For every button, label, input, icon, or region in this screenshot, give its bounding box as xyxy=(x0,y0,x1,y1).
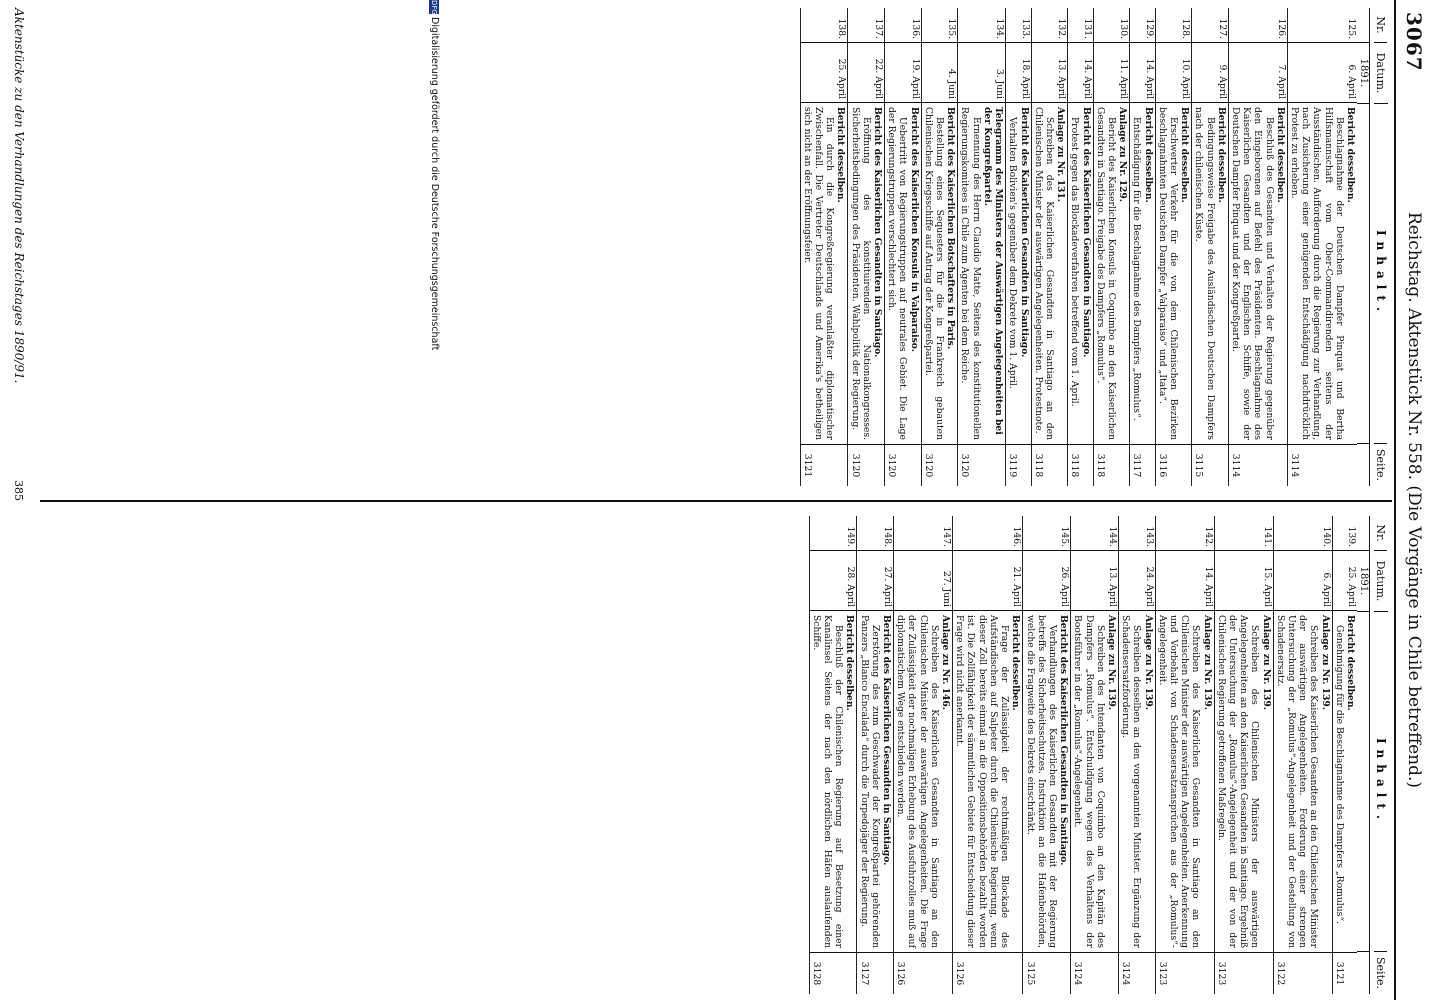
entry-nr: 126. xyxy=(1275,18,1287,39)
entry-body: Genehmigung für die Beschlagnahme des Dampfers „Romulus“. xyxy=(1333,625,1345,924)
entry-body: Verhandlungen des Kaiserlichen Gesandten mit der Regierung betreffs des Sicherheitsschutzes. Instruktion an die Hafenbehörden, welche die Fragweite des Dekrets einschränkt. xyxy=(1024,615,1058,948)
entry-body: Eröffnung des konstituirenden Nationalkongresses. Sicherheitsbedingungen des Präsidenten. Wahlpolitik der Regierung. xyxy=(849,107,872,440)
entry-date: 19. April xyxy=(885,42,921,102)
entry-content xyxy=(922,102,958,444)
entry-nr: 131. xyxy=(1081,18,1093,39)
entry-content xyxy=(848,102,884,444)
entry-content xyxy=(1156,610,1214,952)
entry-page: 3124 xyxy=(1119,952,1155,994)
table-row xyxy=(1273,516,1332,994)
entry-content xyxy=(1032,102,1068,444)
entry-nr: 130. xyxy=(1118,18,1130,39)
table-row xyxy=(809,516,857,994)
header-rule xyxy=(1394,0,1396,1000)
entry-nr: 125. xyxy=(1346,18,1357,39)
entry-page: 3120 xyxy=(848,444,884,486)
entry-nr: 134. xyxy=(994,18,1006,39)
entry-page: 3125 xyxy=(1023,952,1070,994)
entry-content xyxy=(1094,102,1130,444)
entry-title: Anlage zu Nr. 139. xyxy=(1142,615,1154,710)
table-row xyxy=(847,8,884,486)
entry-content xyxy=(1288,102,1357,444)
entry-date: 28. April xyxy=(810,550,857,610)
entry-title: Bericht desselben. xyxy=(1274,107,1286,203)
entry-content xyxy=(1130,102,1154,444)
entry-page: 3118 xyxy=(1068,444,1092,486)
entry-nr: 136. xyxy=(909,18,921,39)
table-row xyxy=(893,516,952,994)
table-row xyxy=(1228,8,1287,486)
entry-body: Bedingungsweise Freigabe des Ausländischen Deutschen Dampfers nach der chilenischen Küste. xyxy=(1193,107,1216,440)
entry-body: Schreiben desselben an den vorgenannten Minister. Ergänzung der Schadensersatzforderung. xyxy=(1120,615,1143,948)
table-row xyxy=(1118,516,1155,994)
header-content: Inhalt. xyxy=(1374,611,1388,951)
entry-date: 14. April xyxy=(1130,42,1154,102)
header-page: Seite. xyxy=(1375,951,1388,994)
entry-body: Ernennung des Herrn Claudio Matte, Seitens des konstitutionellen Regierungskomitees in Chile zum Agenten bei dem Reiche. xyxy=(959,107,982,440)
entry-content xyxy=(1119,610,1155,952)
footnote: Aktenstücke zu den Verhandlungen des Reichstages 1890/91. xyxy=(12,8,26,384)
table-row xyxy=(1332,516,1357,994)
table-row xyxy=(856,516,893,994)
entry-title: Anlage zu Nr. 139. xyxy=(1319,615,1331,710)
left-column xyxy=(40,8,1392,486)
entry-content xyxy=(894,610,952,952)
entry-date: 3. Juni xyxy=(958,42,1005,102)
entry-nr: 138. xyxy=(836,18,848,39)
entry-title: Bericht desselben. xyxy=(1215,107,1227,203)
entry-content xyxy=(1229,102,1287,444)
entry-content xyxy=(810,610,857,952)
entry-title: Bericht des Kaiserlichen Gesandten in Santiago. xyxy=(1018,107,1030,358)
entry-date: 27. Juni xyxy=(894,550,952,610)
entry-body: Uebertritt von Regierungstruppen auf neutrales Gebiet. Die Lage der Regierungstruppen verschlechtert sich. xyxy=(886,107,909,440)
entry-content xyxy=(1023,610,1070,952)
entry-nr: 144. xyxy=(1106,526,1118,547)
entry-date: 13. April xyxy=(1071,550,1118,610)
entry-title: Bericht desselben. xyxy=(1345,615,1356,711)
entry-date: 6. April xyxy=(1274,550,1332,610)
table-row xyxy=(1155,8,1192,486)
entry-nr: 147. xyxy=(941,526,953,547)
entry-title: Bericht des Kaiserlichen Konsuls in Valparaiso. xyxy=(908,107,920,352)
entry-page: 3123 xyxy=(1215,952,1273,994)
table-row xyxy=(1155,516,1214,994)
entry-body: Entschädigung für die Beschlagnahme des Dampfers „Romulus“. xyxy=(1131,117,1143,421)
entry-body: Beschluß des Gesandten und Verhalten der Regierung gegenüber den Eingeborenen auf Befehl des Präsidenten. Beschlagnahme des Kaiserlichen Gesandten und der Englischen Schiffe, sowie der Deutschen Dampfer Pinquat und der Kongreßpartei. xyxy=(1229,107,1275,440)
entry-nr: 128. xyxy=(1180,18,1192,39)
entry-nr: 135. xyxy=(946,18,958,39)
entry-nr: 127. xyxy=(1216,18,1228,39)
entry-nr: 137. xyxy=(873,18,885,39)
entry-page: 3120 xyxy=(958,444,1005,486)
entry-body: Schreiben des Chilenischen Ministers der auswärtigen Angelegenheiten an den Kaiserlichen Gesandten in Santiago. Ergebniß der Untersuchung der „Romulus“-Angelegenheit und der von der Chilenischen Regierung getroffenen Maßregeln. xyxy=(1215,615,1261,948)
entry-title: Anlage zu Nr. 139. xyxy=(1201,615,1213,710)
entry-date: 25. April xyxy=(801,42,848,102)
entry-body: Schreiben des Kaiserlichen Gesandten an den Chilenischen Minister der auswärtigen Angelegenheiten. Forderung einer strengen Untersuchung der „Romulus“-Angelegenheit und der Gestellung von Schadenersatz. xyxy=(1274,615,1320,948)
entry-body: Frage der Zulässigkeit der rechtmäßigen Blockade des Aufständischen auf Salpeter durch die Chilenische Regierung, wenn dieser Zoll bereits einmal an die Oppositionsbehörden bezahlt worden ist. Die Zollfähigkeit der sämmtlichen Gebiete für Entscheidung dieser Frage wird nicht anerkannt. xyxy=(954,615,1011,948)
entry-date: 4. Juni xyxy=(922,42,958,102)
entry-page: 3120 xyxy=(922,444,958,486)
entry-body: Beschlagnahme der Deutschen Dampfer Pinquat und Bertha Hilfsmannschaft vom Ober-Commandirenden seitens der Ausständischen. Aufforderung durch die Regierung zur Verhandlung, nach Zusicherung einer genügenden Entschädigung nachdrücklich Protest zu erheben. xyxy=(1288,107,1345,440)
entry-list xyxy=(809,516,1357,994)
header-nr: Nr. xyxy=(1374,16,1388,34)
table-row xyxy=(884,8,921,486)
entry-nr: 129. xyxy=(1143,18,1155,39)
header-nr: Nr. xyxy=(1374,524,1388,542)
entry-page: 3116 xyxy=(1156,444,1192,486)
table-row xyxy=(1031,8,1068,486)
table-header xyxy=(1369,516,1392,994)
entry-content xyxy=(857,610,893,952)
entry-nr: 143. xyxy=(1143,526,1155,547)
entry-page: 3120 xyxy=(885,444,921,486)
entry-nr: 145. xyxy=(1059,526,1071,547)
entry-body: Beschluß der Chilenischen Regierung auf Besetzung einer Kanalinsel Seitens der nach den nördlichen Häfen auslaufenden Schiffe. xyxy=(810,615,845,948)
table-row xyxy=(1287,8,1357,486)
table-row xyxy=(1093,8,1130,486)
header-content: Inhalt. xyxy=(1374,103,1388,443)
year-row xyxy=(1357,516,1369,994)
entry-title: Anlage zu Nr. 131. xyxy=(1055,107,1067,202)
entry-date: 13. April xyxy=(1032,42,1068,102)
table-row xyxy=(1067,8,1092,486)
entry-date: 7. April xyxy=(1229,42,1287,102)
entry-page: 3121 xyxy=(801,444,848,486)
entry-date: 26. April xyxy=(1023,550,1070,610)
entry-content xyxy=(1006,102,1030,444)
entry-date: 10. April xyxy=(1156,42,1192,102)
entry-title: Bericht des Kaiserlichen Gesandten in Santiago. xyxy=(1080,107,1092,358)
entry-content xyxy=(958,102,1005,444)
entry-nr: 149. xyxy=(845,526,857,547)
entry-page: 3114 xyxy=(1288,444,1357,486)
entry-nr: 132. xyxy=(1056,18,1068,39)
entry-title: Bericht des Kaiserlichen Gesandten in Santiago. xyxy=(881,615,893,866)
right-column xyxy=(40,516,1392,994)
entry-title: Bericht desselben. xyxy=(1179,107,1191,203)
table-row xyxy=(1022,516,1070,994)
entry-title: Bericht desselben. xyxy=(844,615,856,711)
entry-content xyxy=(1071,610,1118,952)
entry-date: 25. April xyxy=(1333,550,1357,610)
entry-nr: 139. xyxy=(1346,526,1357,547)
entry-date: 21. April xyxy=(953,550,1022,610)
entry-title: Bericht desselben. xyxy=(1142,107,1154,203)
table-row xyxy=(957,8,1005,486)
entry-date: 9. April xyxy=(1192,42,1228,102)
entry-title: Bericht desselben. xyxy=(1345,107,1356,203)
entry-page: 3121 xyxy=(1333,952,1357,994)
entry-date: 14. April xyxy=(1068,42,1092,102)
entry-body: Bericht des Kaiserlichen Konsuls in Coquimbo an den Kaiserlichen Gesandten in Santiago. Freigabe des Dampfers „Romulus“. xyxy=(1094,107,1117,440)
entry-body: Bestellung eines Sequesters für die in Frankreich gebauten Chilenischen Kriegsschiffe auf Antrag der Kongreßpartei. xyxy=(922,107,946,440)
entry-content xyxy=(1215,610,1273,952)
entry-content xyxy=(953,610,1022,952)
page-header xyxy=(1398,0,1432,1000)
entry-body: Schreiben des Kaiserlichen Gesandten in Santiago an den Chilenischen Minister der auswärtigen Angelegenheiten. Protestnote. xyxy=(1032,107,1055,440)
entry-page: 3128 xyxy=(810,952,857,994)
entry-content xyxy=(801,102,848,444)
entry-body: Erschwerter Verkehr für die von dem Chilenischen Bezirken beschlagnahmten Deutschen Dampfer „Valparaiso“ und „Itata“. xyxy=(1156,107,1179,440)
year-label: 1891. xyxy=(1357,550,1369,611)
entry-page: 3118 xyxy=(1032,444,1068,486)
table-row xyxy=(1191,8,1228,486)
entry-list xyxy=(800,8,1357,486)
entry-page: 3126 xyxy=(953,952,1022,994)
entry-body: Verhalten Bolivien's gegenüber dem Dekrete vom 1. April. xyxy=(1007,117,1019,389)
entry-title: Anlage zu Nr. 129. xyxy=(1117,107,1129,202)
entry-page: 3118 xyxy=(1094,444,1130,486)
entry-date: 22. April xyxy=(848,42,884,102)
entry-title: Bericht des Kaiserlichen Botschafters in Paris. xyxy=(945,107,957,350)
entry-content xyxy=(1068,102,1092,444)
entry-page: 3117 xyxy=(1130,444,1154,486)
entry-date: 15. April xyxy=(1215,550,1273,610)
entry-title: Anlage zu Nr. 146. xyxy=(940,615,952,710)
entry-nr: 141. xyxy=(1261,526,1273,547)
entry-date: 6. April xyxy=(1288,42,1357,102)
dfg-credit xyxy=(429,0,440,600)
entry-page: 3119 xyxy=(1006,444,1030,486)
entry-body: Ein durch die Kongreßregierung veranlaßter diplomatischer Zwischenfall. Die Vertreter Deutschlands und Amerika's betheiligen sich nicht an der Eröffnungsfeier. xyxy=(801,107,836,440)
entry-body: Schreiben des Kaiserlichen Gesandten in Santiago an den Chilenischen Minister der auswärtigen Angelegenheiten. Die Frage der Zulässigkeit der nochmaligen Erhebung des Ausfuhrzolles muß auf diplomatischem Wege entschieden werden. xyxy=(895,615,940,948)
entry-nr: 142. xyxy=(1202,526,1214,547)
entry-nr: 133. xyxy=(1019,18,1031,39)
entry-content xyxy=(1274,610,1332,952)
entry-nr: 146. xyxy=(1011,526,1023,547)
dfg-credit-text: Digitalisierung gefördert durch die Deutsche Forschungsgemeinschaft xyxy=(429,17,440,351)
entry-page: 3127 xyxy=(857,952,893,994)
entry-title: Bericht desselben. xyxy=(1010,615,1022,711)
entry-title: Telegramm des Ministers der Auswärtigen Angelegenheiten bei der Kongreßpartei. xyxy=(981,107,1005,435)
table-row xyxy=(952,516,1022,994)
table-row xyxy=(921,8,958,486)
entry-body: Schreiben des Kaiserlichen Gesandten in Santiago an den Chilenischen Minister der auswärtigen Angelegenheiten. Anerkennung und Vorbehalt von Schadensersatzansprüchen aus der „Romulus“-Angelegenheit. xyxy=(1156,615,1202,948)
entry-page: 3114 xyxy=(1229,444,1287,486)
table-row xyxy=(800,8,848,486)
entry-title: Bericht des Kaiserlichen Gesandten in Santiago. xyxy=(872,107,884,358)
entry-date: 14. April xyxy=(1156,550,1214,610)
entry-content xyxy=(1156,102,1192,444)
page-footer-number: 385 xyxy=(12,480,25,501)
table-row xyxy=(1070,516,1118,994)
entry-page: 3115 xyxy=(1192,444,1228,486)
entry-content xyxy=(885,102,921,444)
entry-nr: 140. xyxy=(1320,526,1332,547)
page-number: 3067 xyxy=(1402,12,1426,72)
entry-date: 27. April xyxy=(857,550,893,610)
entry-page: 3123 xyxy=(1156,952,1214,994)
entry-page: 3122 xyxy=(1274,952,1332,994)
entry-content xyxy=(1333,610,1357,952)
entry-content xyxy=(1192,102,1228,444)
entry-date: 24. April xyxy=(1119,550,1155,610)
entry-body: Protest gegen das Blockadeverfahren betreffend vom 1. April. xyxy=(1069,117,1081,407)
header-page: Seite. xyxy=(1375,443,1388,486)
entry-page: 3126 xyxy=(894,952,952,994)
entry-nr: 148. xyxy=(882,526,894,547)
table-row xyxy=(1005,8,1030,486)
running-title: Reichstag. Aktenstück Nr. 558. (Die Vorgänge in Chile betreffend.) xyxy=(1404,211,1424,789)
year-label: 1891. xyxy=(1357,42,1369,103)
table-row xyxy=(1214,516,1273,994)
header-date: Datum. xyxy=(1375,42,1388,103)
entry-title: Bericht des Kaiserlichen Gesandten in Santiago. xyxy=(1058,615,1070,866)
entry-date: 11. April xyxy=(1094,42,1130,102)
entry-title: Bericht desselben. xyxy=(835,107,847,203)
entry-title: Anlage zu Nr. 139. xyxy=(1105,615,1117,710)
table-row xyxy=(1129,8,1154,486)
entry-body: Zerstörung des zum Geschwader der Kongreßpartei gehörenden Panzers „Blanco Encalada“ durch die Torpedojäger der Regierung. xyxy=(858,615,881,948)
year-row xyxy=(1357,8,1369,486)
entry-body: Schreiben des Intendanten von Coquimbo an den Kapitän des Dampfers „Romulus“. Entschuldigung wegen des Verhaltens der Bootsführer in der „Romulus“-Angelegenheit. xyxy=(1072,615,1106,948)
table-header xyxy=(1369,8,1392,486)
header-date: Datum. xyxy=(1375,550,1388,611)
entry-date: 18. April xyxy=(1006,42,1030,102)
dfg-logo-icon: DFG xyxy=(430,0,439,15)
entry-page: 3124 xyxy=(1071,952,1118,994)
column-divider xyxy=(40,500,1392,502)
entry-title: Anlage zu Nr. 139. xyxy=(1260,615,1272,710)
